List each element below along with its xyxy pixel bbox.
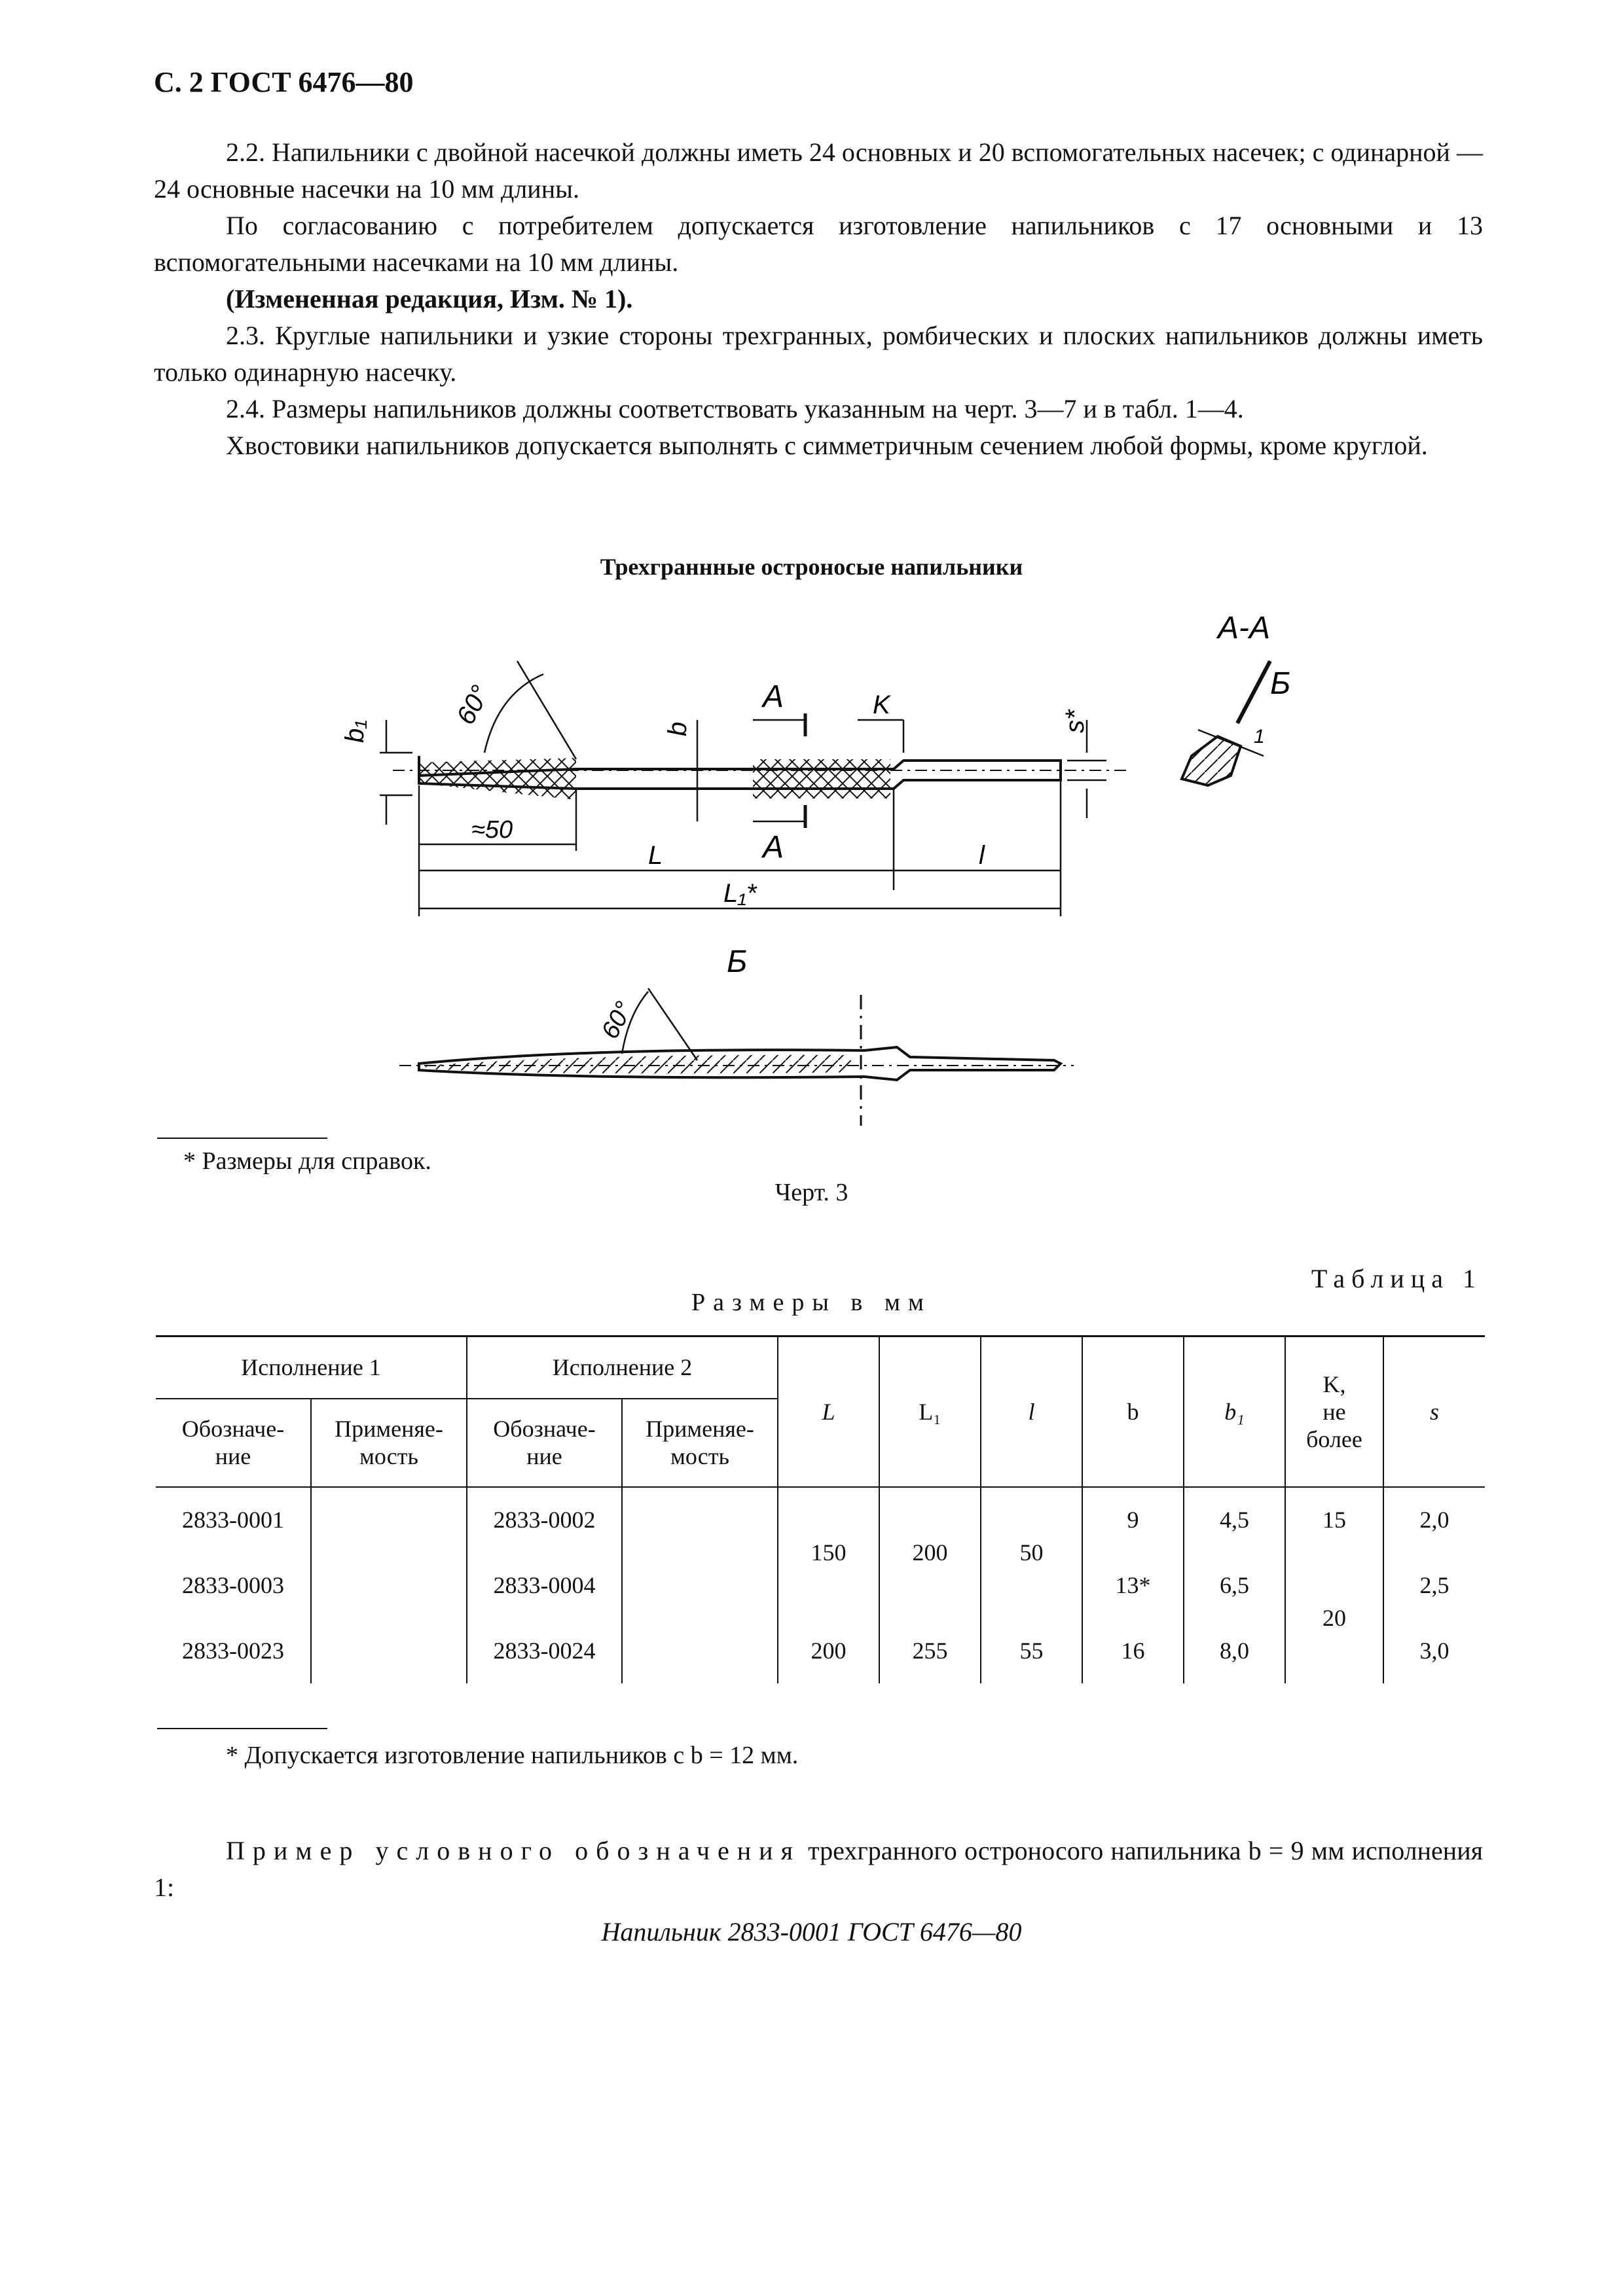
cell-l: 55	[981, 1618, 1082, 1683]
cell-applicability-1	[311, 1618, 467, 1683]
paragraph-2-2: 2.2. Напильники с двойной насечкой должны иметь 24 основных и 20 вспомогательных насечек; с одинарной — 24 основные насечки на 10 мм длины.	[154, 137, 1483, 204]
label-approx50: ≈50	[471, 816, 513, 844]
example-lead: Пример условного обозначения	[226, 1836, 801, 1865]
cell-designation-2: 2833-0024	[467, 1618, 622, 1683]
cell-L1: 200	[879, 1487, 981, 1618]
header-b1: b₁	[1184, 1336, 1285, 1487]
label-section-a-top: А	[763, 679, 784, 714]
header-b: b	[1082, 1336, 1184, 1487]
cell-applicability-2	[622, 1552, 778, 1618]
example-designation: Напильник 2833-0001 ГОСТ 6476—80	[601, 1917, 1022, 1946]
cell-designation-1: 2833-0023	[156, 1618, 311, 1683]
figure-caption: Черт. 3	[775, 1179, 848, 1206]
paragraph-2-4: 2.4. Размеры напильников должны соответствовать указанным на черт. 3—7 и в табл. 1—4.	[226, 394, 1244, 423]
header-L1: L₁	[879, 1336, 981, 1487]
cell-designation-1: 2833-0001	[156, 1487, 311, 1552]
cell-L: 150	[778, 1487, 879, 1618]
dimensions-table	[156, 1335, 1485, 1683]
figure-title: Трехграннные остроносые напильники	[600, 554, 1023, 580]
table-footnote-rule	[157, 1728, 327, 1729]
label-l: l	[979, 841, 985, 870]
cell-designation-1: 2833-0003	[156, 1552, 311, 1618]
cell-s: 3,0	[1383, 1618, 1485, 1683]
paragraph-shanks: Хвостовики напильников допускается выполнять с симметричным сечением любой формы, кроме круглой.	[226, 431, 1428, 460]
header-L: L	[778, 1336, 879, 1487]
cell-applicability-1	[311, 1552, 467, 1618]
cell-b1: 6,5	[1184, 1552, 1285, 1618]
cell-s: 2,5	[1383, 1552, 1485, 1618]
label-section-aa: А-А	[1218, 611, 1271, 645]
cell-L: 200	[778, 1618, 879, 1683]
header-designation-1: Обозначе- ние	[156, 1399, 311, 1487]
paragraph-agreement: По согласованию с потребителем допускается изготовление напильников с 17 основными и 13 вспомогательными насечками на 10 мм длины.	[154, 211, 1483, 277]
label-b: b	[663, 721, 692, 736]
cell-b: 13*	[1082, 1552, 1184, 1618]
label-s: s*	[1061, 709, 1089, 733]
label-angle: 60°	[451, 681, 496, 730]
label-one: 1	[1254, 726, 1265, 747]
label-L1: L₁*	[723, 879, 757, 908]
cell-s: 2,0	[1383, 1487, 1485, 1552]
cell-K: 15	[1285, 1487, 1383, 1552]
header-variant-2: Исполнение 2	[467, 1336, 778, 1399]
figure-footnote: * Размеры для справок.	[183, 1147, 431, 1175]
cell-L1: 255	[879, 1618, 981, 1683]
label-k: K	[873, 691, 890, 719]
cell-applicability-2	[622, 1618, 778, 1683]
cell-K: 20	[1285, 1552, 1383, 1683]
cell-b: 9	[1082, 1487, 1184, 1552]
cell-b: 16	[1082, 1618, 1184, 1683]
header-variant-1: Исполнение 1	[156, 1336, 467, 1399]
page-header: С. 2 ГОСТ 6476—80	[154, 66, 414, 98]
cell-b1: 8,0	[1184, 1618, 1285, 1683]
cell-designation-2: 2833-0002	[467, 1487, 622, 1552]
table-footnote: * Допускается изготовление напильников с b = 12 мм.	[226, 1742, 799, 1769]
designation-example	[154, 1833, 1483, 1906]
table-label: Таблица 1	[1311, 1264, 1482, 1293]
table-row	[156, 1487, 1485, 1552]
header-l: l	[981, 1336, 1082, 1487]
paragraph-2-3: 2.3. Круглые напильники и узкие стороны трехгранных, ромбических и плоских напильников должны иметь только одинарную насечку.	[154, 321, 1483, 387]
table-units: Размеры в мм	[691, 1289, 932, 1316]
header-designation-2: Обозначе- ние	[467, 1399, 622, 1487]
cell-designation-2: 2833-0004	[467, 1552, 622, 1618]
label-view-b-bottom: Б	[727, 944, 748, 979]
header-s: s	[1383, 1336, 1485, 1487]
cell-applicability-2	[622, 1487, 778, 1552]
header-applicability-1: Применяе- мость	[311, 1399, 467, 1487]
cell-applicability-1	[311, 1487, 467, 1552]
footnote-rule	[157, 1138, 327, 1139]
header-K: K, не более	[1285, 1336, 1383, 1487]
cell-b1: 4,5	[1184, 1487, 1285, 1552]
example-rest: трехгранного остроносого напильника b = 9 мм исполнения 1:	[154, 1836, 1483, 1902]
file-drawing	[0, 589, 1623, 1145]
cell-l: 50	[981, 1487, 1082, 1618]
header-applicability-2: Применяе- мость	[622, 1399, 778, 1487]
label-view-b: Б	[1270, 666, 1291, 701]
label-section-a-bottom: А	[763, 830, 784, 865]
amendment-note: (Измененная редакция, Изм. № 1).	[226, 284, 633, 314]
label-angle-b: 60°	[596, 997, 638, 1044]
label-b1: b₁	[340, 720, 369, 743]
label-L: L	[648, 841, 663, 870]
